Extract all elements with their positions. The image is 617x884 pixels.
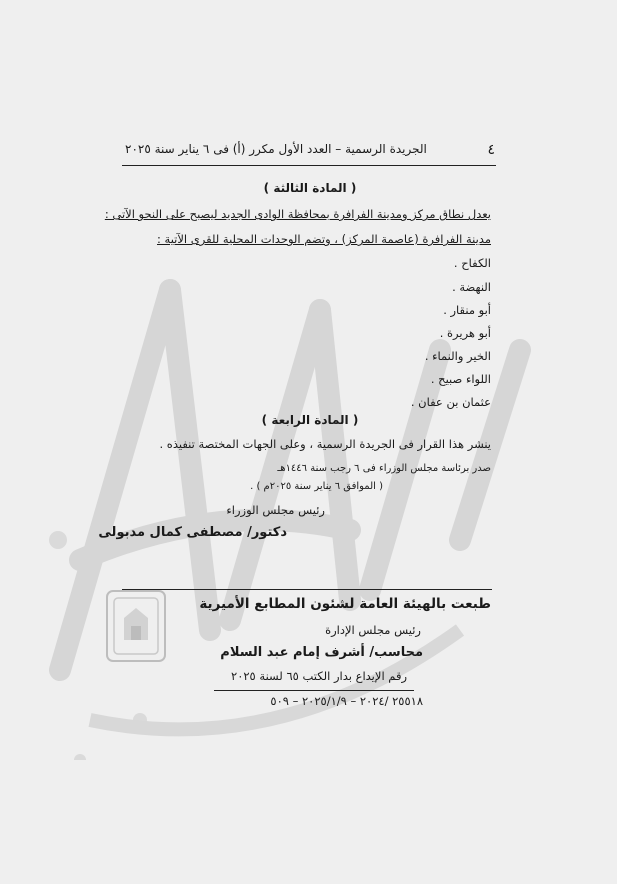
printing-authority-seal-icon (104, 588, 168, 664)
page-number: ٤ (487, 142, 495, 158)
village-item: النهضة . (452, 280, 491, 294)
village-item: الخير والنماء . (424, 349, 491, 363)
article-4-heading: ( المادة الرابعة ) (261, 413, 359, 427)
village-item: عثمان بن عفان . (410, 395, 491, 409)
village-item: الكفاح . (453, 256, 491, 270)
page-header (125, 142, 495, 158)
article-3-line-2: مدينة الفرافرة (عاصمة المركز) ، وتضم الوحدات المحلية للقرى الآتية : (157, 232, 491, 246)
issued-date-gregorian: ( الموافق ٦ يناير سنة ٢٠٢٥م ) . (250, 481, 383, 492)
footer-deposit-number: رقم الإيداع بدار الكتب ٦٥ لسنة ٢٠٢٥ (231, 669, 407, 683)
footer-printed-by: طبعت بالهيئة العامة لشئون المطابع الأميرية (199, 596, 491, 612)
article-4-line-1: ينشر هذا القرار فى الجريدة الرسمية ، وعلى الجهات المختصة تنفيذه . (159, 437, 491, 451)
header-title: الجريدة الرسمية – العدد الأول مكرر (أ) فى ٦ يناير سنة ٢٠٢٥ (125, 142, 427, 156)
village-item: أبو منقار . (443, 303, 491, 317)
footer-serial: ٢٥٥١٨ /٢٠٢٤ – ٢٠٢٥/١/٩ – ٥٠٩ (270, 694, 423, 708)
issued-date-hijri: صدر برئاسة مجلس الوزراء فى ٦ رجب سنة ١٤٤٦هـ (277, 463, 491, 474)
header-divider (122, 165, 496, 166)
village-item: أبو هريرة . (439, 326, 491, 340)
footer-divider-2 (214, 690, 414, 691)
footer-board-role: رئيس مجلس الإدارة (325, 623, 421, 637)
signature-role: رئيس مجلس الوزراء (226, 503, 325, 517)
footer-board-name: محاسب/ أشرف إمام عبد السلام (220, 645, 423, 660)
footer-divider (122, 589, 492, 590)
village-item: اللواء صبيح . (430, 372, 491, 386)
signature-name: دكتور/ مصطفى كمال مدبولى (98, 525, 287, 540)
article-3-line-1: يعدل نطاق مركز ومدينة الفرافرة بمحافظة الوادى الجديد ليصبح على النحو الآتى : (104, 207, 491, 221)
article-3-heading: ( المادة الثالثة ) (263, 181, 357, 195)
